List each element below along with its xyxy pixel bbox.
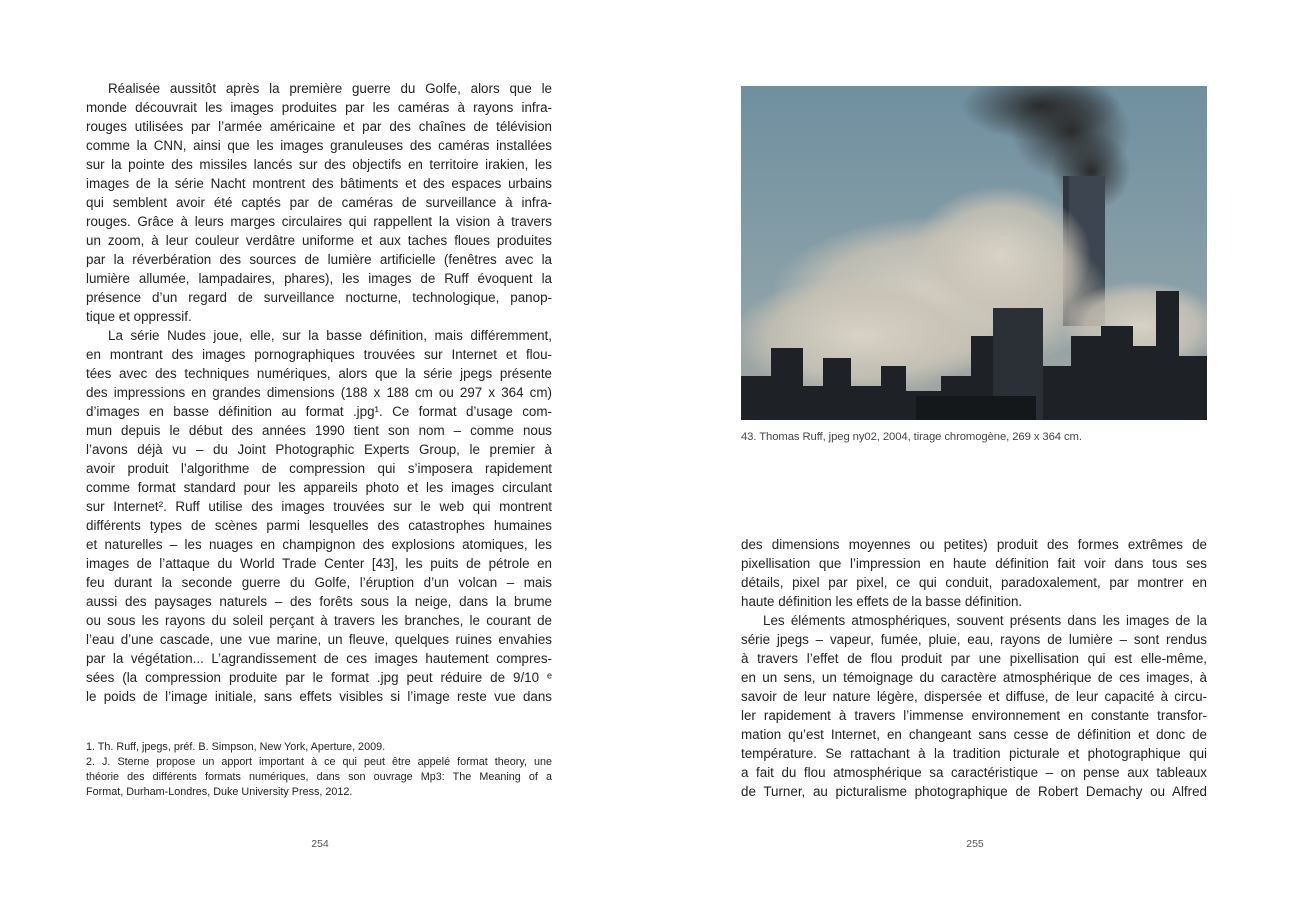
text-line: différents types de scènes parmi lesquelles des catastrophes humaines: [86, 518, 552, 533]
text-line: le poids de l’image initiale, sans effets visibles si l’image reste vue dans: [86, 689, 552, 704]
text-line: par la réverbération des sources de lumière artificielle (fenêtres avec la: [86, 252, 552, 267]
text-line: à travers l’effet de flou produit par une pixellisation qui est elle-même,: [741, 651, 1207, 666]
page-number: 255: [966, 838, 984, 850]
text-line: tées avec des techniques numériques, alors que la série jpegs présente: [86, 366, 552, 381]
text-line: La série Nudes joue, elle, sur la basse définition, mais différemment,: [108, 328, 552, 343]
text-line: monde découvrait les images produites par les caméras à rayons infra-: [86, 100, 552, 115]
text-line: a fait du flou atmosphérique sa caractéristique – on pense aux tableaux: [741, 765, 1207, 780]
text-line: haute définition les effets de la basse définition.: [741, 594, 1023, 609]
text-line: pixellisation que l’impression en haute définition fait voir dans tous ses: [741, 556, 1207, 571]
text-line: et naturelles – les nuages en champignon des explosions atomiques, les: [86, 537, 552, 552]
text-line: série jpegs – vapeur, fumée, pluie, eau, rayons de lumière – sont rendus: [741, 632, 1207, 647]
text-line: sur la pointe des missiles lancés sur des objectifs en territoire irakien, les: [86, 157, 552, 172]
footnotes: [86, 740, 552, 800]
text-line: Réalisée aussitôt après la première guerre du Golfe, alors que le: [108, 81, 552, 96]
text-line: savoir de leur nature légère, dispersée et diffuse, de leur capacité à circu-: [741, 689, 1207, 704]
text-line: comme la CNN, ainsi que les images granuleuses des caméras installées: [86, 138, 552, 153]
footnote-2-line: Format, Durham-Londres, Duke University Press, 2012.: [86, 786, 353, 798]
text-line: d’images en basse définition au format .jpg¹. Ce format d’usage com-: [86, 404, 552, 419]
text-line: des dimensions moyennes ou petites) produit des formes extrêmes de: [741, 537, 1207, 552]
page-number: 254: [311, 838, 329, 850]
text-line: par la végétation... L’agrandissement de ces images hautement compres-: [86, 651, 552, 666]
text-line: des impressions en grandes dimensions (188 x 188 cm ou 297 x 364 cm): [86, 385, 552, 400]
text-line: l’eau d’une cascade, une vue marine, un fleuve, quelques ruines envahies: [86, 632, 552, 647]
figure-photo: [741, 86, 1207, 420]
left-body-text: [86, 79, 552, 706]
text-line: de Turner, au picturalisme photographique de Robert Demachy ou Alfred: [741, 784, 1207, 799]
text-line: lumière allumée, lampadaires, phares), les images de Ruff évoquent la: [86, 271, 552, 286]
text-line: ler rapidement à travers l’immense environnement en constante transfor-: [741, 708, 1207, 723]
text-line: ou sous les rayons du soleil perçant à travers les branches, le courant de: [86, 613, 552, 628]
footnote-2-line: théorie des différents formats numériques, dans son ouvrage Mp3: The Meaning of a: [86, 771, 552, 783]
text-line: tique et oppressif.: [86, 309, 192, 324]
text-line: sur Internet². Ruff utilise des images trouvées sur le web qui montrent: [86, 499, 552, 514]
text-line: avoir produit l’algorithme de compression qui s’imposera rapidement: [86, 461, 552, 476]
footnote-2-line: 2. J. Sterne propose un apport important à ce qui peut être appelé format theory, une: [86, 756, 552, 768]
text-line: images de l’attaque du World Trade Center [43], les puits de pétrole en: [86, 556, 552, 571]
text-line: images de la série Nacht montrent des bâtiments et des espaces urbains: [86, 176, 552, 191]
right-page: [646, 0, 1292, 904]
text-line: l’avons déjà vu – du Joint Photographic Experts Group, le premier à: [86, 442, 552, 457]
text-line: rouges. Grâce à leurs marges circulaires qui rappellent la vision à travers: [86, 214, 552, 229]
right-body-text: [741, 535, 1207, 801]
text-line: Les éléments atmosphériques, souvent présents dans les images de la: [763, 613, 1207, 628]
text-line: comme format standard pour les appareils photo et les images circulant: [86, 480, 552, 495]
text-line: en montrant des images pornographiques trouvées sur Internet et flou-: [86, 347, 552, 362]
text-line: mation qu’est Internet, en changeant sans cesse de définition et donc de: [741, 727, 1207, 742]
figure-caption: 43. Thomas Ruff, jpeg ny02, 2004, tirage chromogène, 269 x 364 cm.: [741, 431, 1082, 443]
text-line: aussi des paysages naturels – des forêts sous la neige, dans la brume: [86, 594, 552, 609]
text-line: en un sens, un témoignage du caractère atmosphérique de ces images, à: [741, 670, 1207, 685]
text-line: un zoom, à leur couleur verdâtre uniforme et aux taches floues produites: [86, 233, 552, 248]
text-line: détails, pixel par pixel, ce qui conduit, paradoxalement, par montrer en: [741, 575, 1207, 590]
text-line: température. Se rattachant à la tradition picturale et photographique qui: [741, 746, 1207, 761]
text-line: sées (la compression produite par le format .jpg peut réduire de 9/10 ᵉ: [86, 670, 552, 685]
text-line: qui semblent avoir été captés par de caméras de surveillance à infra-: [86, 195, 552, 210]
text-line: présence d’un regard de surveillance nocturne, technologique, panop-: [86, 290, 552, 305]
footnote-1: 1. Th. Ruff, jpegs, préf. B. Simpson, New York, Aperture, 2009.: [86, 741, 386, 753]
text-line: feu durant la seconde guerre du Golfe, l’éruption d’un volcan – mais: [86, 575, 552, 590]
text-line: rouges utilisées par l’armée américaine et par des chaînes de télévision: [86, 119, 552, 134]
text-line: mun depuis le début des années 1990 tient son nom – comme nous: [86, 423, 552, 438]
